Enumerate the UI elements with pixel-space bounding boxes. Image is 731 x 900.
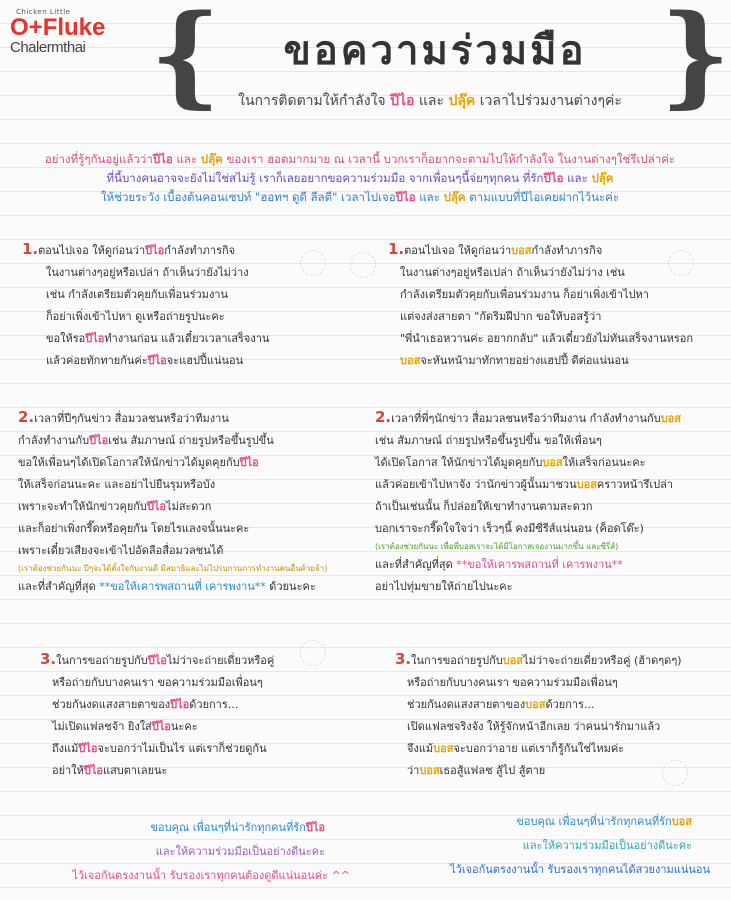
- intro-paragraph: [10, 150, 710, 207]
- logo-tagline: Chicken Little: [16, 8, 71, 16]
- right-thanks: ขอบคุณ เพื่อนๆที่น่ารักทุกคนที่รักบอส และให้ความร่วมมือเป็นอย่างดีนะคะ ไว้เจอกันตรงงานนั้า รับรองเราทุกคนได้สวยงามแน่นอน: [450, 815, 710, 876]
- left-brace-decoration: {: [150, 0, 221, 119]
- right-section-3: 3.ในการขอถ่ายรูปกับบอสไม่ว่าจะถ่ายเดี่ยวหรือคู่ (ฮ้าดๆดๆ) หรือถ่ายกับบางคนเรา ขอความร่วมมือเพื่อนๆ ช่วยกันงดแสงสายตาของบอสด้วยการ... เปิดแฟลชจริงจัง ให้รู้จักหน้าอีกเลย ว่าคนน่ารักมาแล้ว จึงแม้บอสจะบอกว่าอาย แต่เราก็รู้กันใช่ไหมค่ะ ว่าบอสเธอสู้แฟลช สู้ไป สู้ตาย: [395, 650, 682, 777]
- left-section-2: 2.เวลาที่ปีๆกันข่าว สื่อมวลชนหรือว่าทีมงาน กำลังทำงานกับปีไอเช่น สัมภาษณ์ ถ่ายรูปหรือขึ้นรูปขึ้น ขอให้เพื่อนๆได้เปิดโอกาสให้นักข่าวได้มูดคุยกับปีไอ ให้เสร็จก่อนนะคะ และอย่าไปยืนรุมหรือบัง เพราะจะทำให้นักข่าวคุยกับปีไอไม่สะดวก และก็อย่าเพิ่งกรี๊ดหรือคุยกัน โดยไรแลงจนั้นนะคะ เพราะเดี๋ยวเสียงจะเข้าไปอัดลือสื่อมวลชนได้ (เราต้องช่วยกันนะ ปีๆจะได้ตั้งใจกับงานดี มีสมาธิและไม่ไปรบกวนการทำงานคนอื่นด้วยจ้า) และที่สำคัญที่สุด **ขอให้เคารพสถานที่ เคารพงาน** ด้วยนะคะ: [18, 406, 358, 598]
- intro-line-2: ที่นี้บางคนอาจจะยังไม่ใช่สไม่รู้ เราก็เลยอยากขอความร่วมมือ จากเพื่อนๆนี้จ่ยๆทุกคน ที่รักปีไอ และ ปลุ๊ค: [106, 171, 614, 185]
- right-section-2: 2.เวลาที่พี่ๆนักข่าว สื่อมวลชนหรือว่าทีมงาน กำลังทำงานกับบอส เช่น สัมภาษณ์ ถ่ายรูปหรือขึ้นรูปขึ้น ขอให้เพื่อนๆ ได้เปิดโอกาส ให้นักข่าวได้มูดคุยกับบอสให้เสร็จก่อนนะคะ แล้วค่อยเข้าไปหาจัง ว่านักข่าวผู้นั้นมาชวนบอสคราวหน้ารึเปล่า ถ้าเป็นเช่นนั้น ก็ปล่อยให้เขาทำงานตามสะดวก บอกเราจะกรี๊ดใจใจว่า เร็วๆนี้ คงมีซีรีส์แน่นอน (ค็อดโด๊ะ) (เราต้องช่วยกันนะ เพื่อพี่บอสเราจะได้มีโอกาสเจองานมากขึ้น และซีรี่ส์) และที่สำคัญที่สุด **ขอให้เคารพสถานที่ เคารพงาน** อย่าไปทุ่มขายให้ถ่ายไปนะคะ: [375, 406, 715, 598]
- logo-subtitle: Chalermthai: [10, 39, 86, 56]
- left-thanks: ขอบคุณ เพื่อนๆที่น่ารักทุกคนที่รักปีไอ และให้ความร่วมมือเป็นอย่างดีนะคะ ไว้เจอกันตรงงานนั้า รับรองเราทุกคนต้องดูดีแน่นอนค่ะ ^^: [72, 821, 350, 882]
- left-note: (เราต้องช่วยกันนะ ปีๆจะได้ตั้งใจกับงานดี มีสมาธิและไม่ไปรบกวนการทำงานคนอื่นด้วยจ้า): [18, 564, 328, 573]
- left-section-1: 1.ตอนไปเจอ ให้ดูก่อนว่าปีไอกำลังทำภารกิจ ในงานต่างๆอยู่หรือเปล่า ถ้าเห็นว่ายังไม่ว่าง เช่น กำลังเตรียมตัวคุยกับเพื่อนร่วมงาน ก็อย่าเพิ่งเข้าไปหา ดูเหรือถ่ายรูปนะคะ ขอให้รอปีไอทำงานก่อน แล้วเดี๋ยวเวลาเสร็จงาน แล้วค่อยทักทายกันค่ะปีไอจะแฮปปี้แน่นอน: [22, 240, 270, 367]
- right-brace-decoration: }: [660, 0, 731, 119]
- logo-wordmark: O+Fluke: [10, 14, 106, 41]
- intro-line-3: ให้ช่วยระวัง เบื้องต้นคอนเซปท์ "ฮอทฯ ดูดี ลีลตี" เวลาไปเจอปีไอ และ ปลุ๊ค ตามแบบที่ปีไอเคยฝากไว้นะค่ะ: [100, 190, 620, 204]
- right-note: (เราต้องช่วยกันนะ เพื่อพี่บอสเราจะได้มีโอกาสเจองานมากขึ้น และซีรี่ส์): [375, 542, 619, 551]
- left-section-3: 3.ในการขอถ่ายรูปกับปีไอไม่ว่าจะถ่ายเดี่ยวหรือคู่ หรือถ่ายกับบางคนเรา ขอความร่วมมือเพื่อนๆ ช่วยกันงดแสงสายตาของปีไอด้วยการ... ไม่เปิดแฟลชจ้า ยิงใส่ปีไอนะคะ ถึงแม้ปีไอจะบอกว่าไม่เป็นไร แต่เราก็ช่วยดูกัน อย่าให้ปีไอแสบตาเลยนะ: [40, 650, 275, 777]
- page-subtitle: ในการติดตามให้กำลังใจ ปีไอ และ ปลุ๊ค เวลาไปร่วมงานต่างๆค่ะ: [238, 93, 622, 109]
- brand-logo: [10, 8, 140, 55]
- page-title: ขอความร่วมมือ: [283, 28, 587, 74]
- intro-line-1: อย่างที่รู้ๆกันอยู่แล้วว่าปีไอ และ ปลุ๊ค ของเรา ฮอตมากมาย ณ เวลานี้ บวกเราก็อยากจะตามไปให้กำลังใจ ในงานต่างๆใช่รึเปล่าค่ะ: [44, 152, 676, 166]
- right-section-1: 1.ตอนไปเจอ ให้ดูก่อนว่าบอสกำลังทำภารกิจ ในงานต่างๆอยู่หรือเปล่า ถ้าเห็นว่ายังไม่ว่าง เช่น กำลังเตรียมตัวคุยกับเพื่อนร่วมงาน ก็อย่าเพิ่งเข้าไปหา แต่จงส่งสายตา "กัดริมฝีปาก ขอให้บอสรู้ว่า "พี่นำเธอหวานค่ะ อยากกลับ" แล้วเดี๋ยวยังไม่ทันเสร็จงานหรอก บอสจะหันหน้ามาทักทายอย่างแฮปปี้ ดีต่อแน่นอน: [388, 240, 694, 367]
